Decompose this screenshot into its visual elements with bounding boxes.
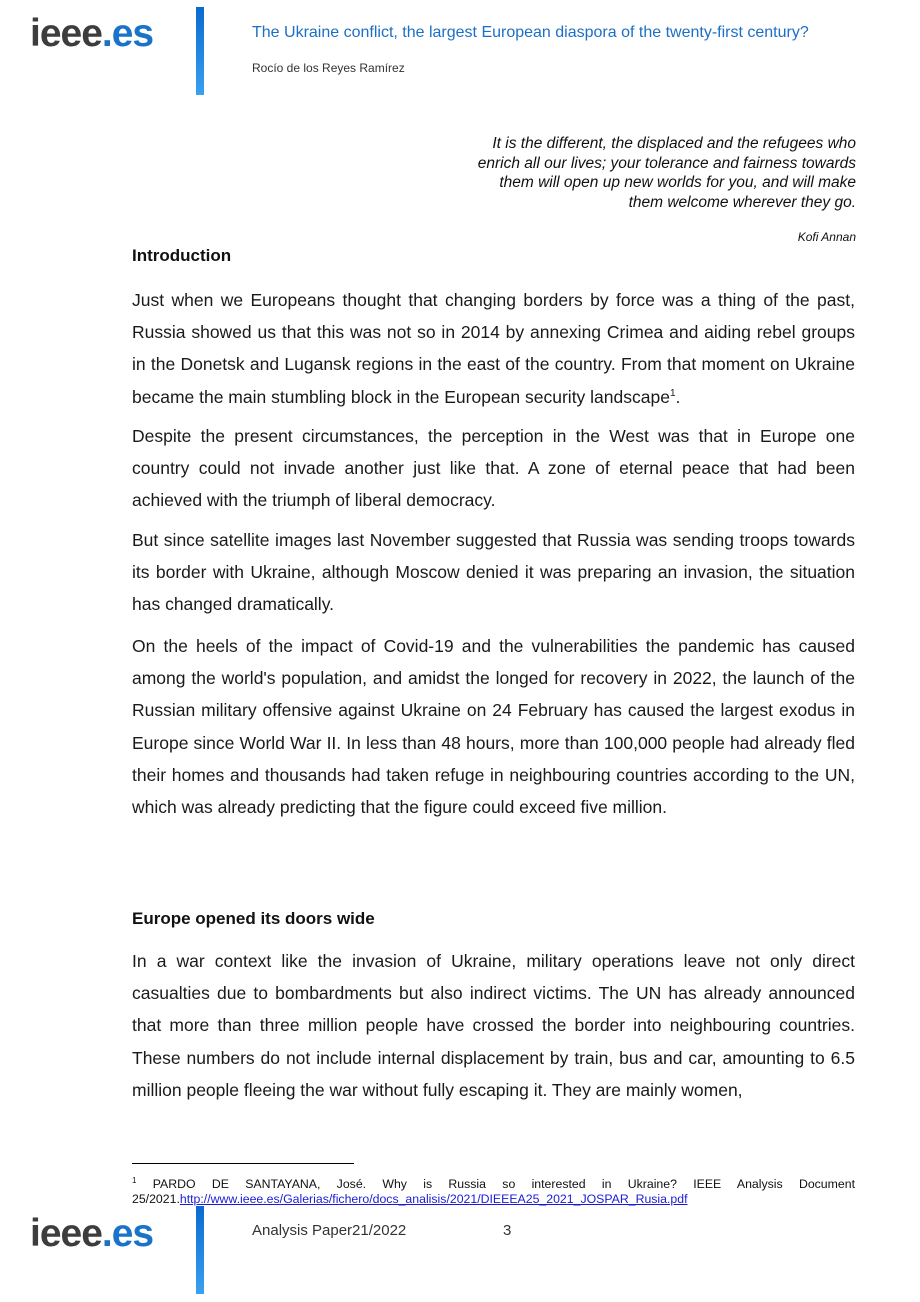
document-title: The Ukraine conflict, the largest European diaspora of the twenty-first century? — [252, 24, 809, 41]
section-heading-europe: Europe opened its doors wide — [132, 909, 375, 928]
section-heading-introduction: Introduction — [132, 246, 232, 265]
paragraph: Just when we Europeans thought that changing borders by force was a thing of the past, Russia showed us that this was not so in 2014 by annexing Crimea and aiding rebel groups in the Donetsk and Lugansk regions in the east of the country. From that moment on Ukraine became the main stumbling block in the European security landscape$^1$. — [132, 290, 855, 407]
footnote-text: PARDO DE SANTAYANA, José. Why is Russia so interested in Ukraine? IEEE Analysis Document 25/2021. — [132, 1177, 855, 1207]
paragraph: In a war context like the invasion of Ukraine, military operations leave not only direct casualties due to bombardments but also indirect victims. The UN has already announced that more than three million people have crossed the border into neighbouring countries. These numbers do not include internal displacement by train, bus and car, amounting to 6.5 million people fleeing the war without fully escaping it. They are mainly women, — [132, 951, 855, 1100]
logo-suffix: .es — [101, 12, 154, 55]
ieee-logo — [30, 14, 153, 53]
logo-prefix: ieee — [30, 12, 102, 55]
footnote-separator — [132, 1163, 354, 1164]
document-author: Rocío de los Reyes Ramírez — [252, 61, 405, 75]
paragraph-text: Just when we Europeans thought that changing borders by force was a thing of the past, Russia showed us that this was not so in 2014 by annexing Crimea and aiding rebel groups in the Donetsk and Lugansk regions in the east of the country. From that moment on Ukraine became the main stumbling block in the European security landscape — [132, 290, 855, 407]
paragraph: But since satellite images last November suggested that Russia was sending troops towards its border with Ukraine, although Moscow denied it was preparing an invasion, the situation has changed dramatically. — [132, 530, 855, 615]
footer-divider — [196, 1206, 204, 1294]
paragraph: Despite the present circumstances, the perception in the West was that in Europe one country could not invade another just like that. A zone of eternal peace that had been achieved with the triumph of liberal democracy. — [132, 426, 855, 511]
footnote — [132, 1173, 855, 1207]
footnote-number: 1 — [132, 1176, 137, 1185]
footnote-link[interactable]: http://www.ieee.es/Galerias/fichero/docs_analisis/2021/DIEEEA25_2021_JOSPAR_Rusia.pdf — [179, 1192, 688, 1207]
header-divider — [196, 7, 204, 95]
footnote-reference[interactable]: 1 — [669, 387, 676, 399]
footer-ieee-logo — [30, 1214, 153, 1253]
logo-suffix: .es — [101, 1212, 154, 1255]
epigraph-quote: It is the different, the displaced and the refugees who enrich all our lives; your tolerance and fairness towards them will open up new worlds for you, and will make them welcome wherever they go. — [477, 135, 856, 211]
footer-label: Analysis Paper21/2022 — [252, 1222, 407, 1239]
paragraph: On the heels of the impact of Covid-19 and the vulnerabilities the pandemic has caused among the world's population, and amidst the longed for recovery in 2022, the launch of the Russian military offensive against Ukraine on 24 February has caused the largest exodus in Europe since World War II. In less than 48 hours, more than 100,000 people had already fled their homes and thousands had taken refuge in neighbouring countries according to the UN, which was already predicting that the figure could exceed five million. — [132, 636, 855, 818]
page-number: 3 — [503, 1222, 512, 1239]
epigraph-author: Kofi Annan — [797, 230, 856, 244]
logo-prefix: ieee — [30, 1212, 102, 1255]
